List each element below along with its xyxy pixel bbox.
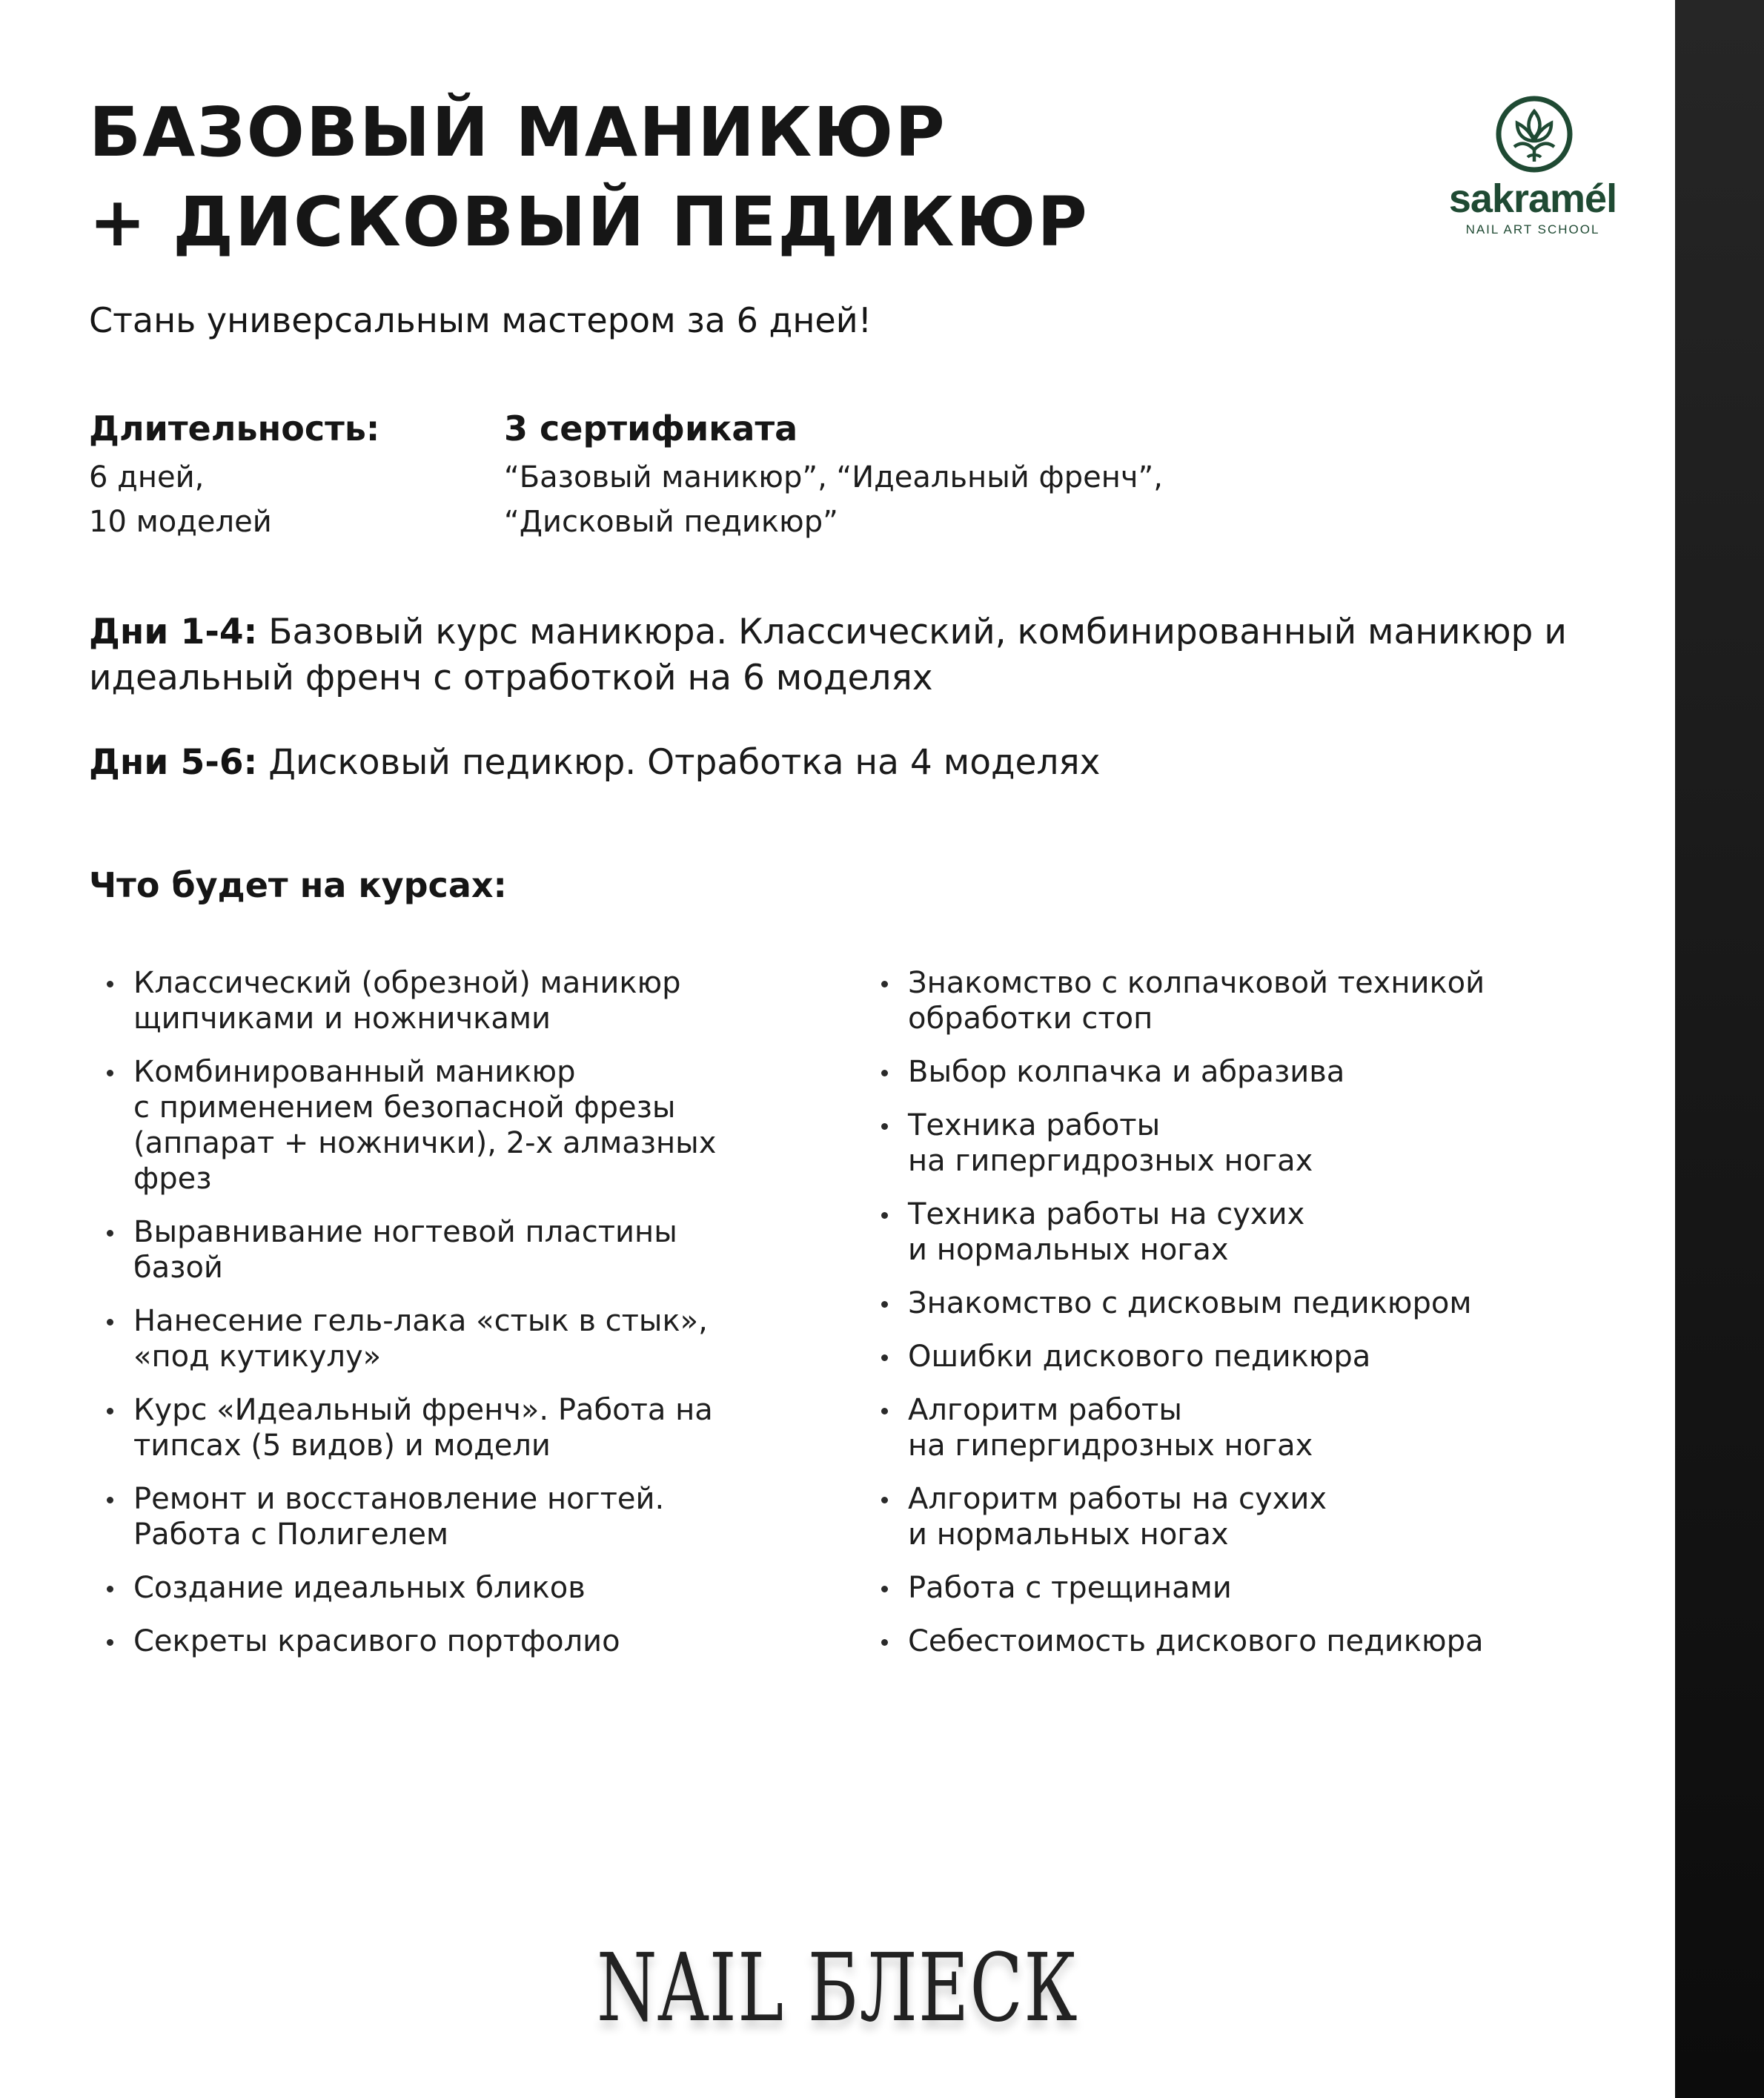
schedule-days-label: Дни 5-6: bbox=[89, 742, 258, 783]
school-logo bbox=[1422, 92, 1644, 240]
list-item-text: Классический (обрезной) маникюр щипчиками и ножничками bbox=[133, 966, 681, 1036]
bullet-icon bbox=[107, 1319, 113, 1326]
title-line-2: + ДИСКОВЫЙ ПЕДИКЮР bbox=[89, 182, 1089, 262]
list-item bbox=[89, 1624, 800, 1659]
bullet-icon bbox=[881, 1497, 888, 1503]
list-item bbox=[863, 1054, 1605, 1090]
list-item bbox=[89, 965, 800, 1036]
list-item-text: Алгоритм работы на сухих и нормальных ногах bbox=[908, 1482, 1327, 1552]
bullet-icon bbox=[881, 1408, 888, 1414]
list-item-text: Ремонт и восстановление ногтей. Работа с Полигелем bbox=[133, 1482, 665, 1552]
list-item bbox=[89, 1303, 800, 1374]
list-item-text: Знакомство с дисковым педикюром bbox=[908, 1286, 1472, 1320]
list-item bbox=[863, 1339, 1605, 1374]
bullet-icon bbox=[107, 1586, 113, 1592]
list-item-text: Техника работы на сухих и нормальных ногах bbox=[908, 1197, 1305, 1267]
bullet-icon bbox=[107, 1070, 113, 1076]
list-item bbox=[863, 1624, 1605, 1659]
duration-line: 10 моделей bbox=[89, 505, 272, 539]
duration-label: Длительность: bbox=[89, 408, 380, 449]
footer-brand-logo: NAIL БЛЕСК bbox=[597, 1933, 1078, 2042]
bullet-icon bbox=[881, 1212, 888, 1219]
list-item bbox=[89, 1054, 800, 1197]
bullet-icon bbox=[881, 1586, 888, 1592]
list-item-text: Себестоимость дискового педикюра bbox=[908, 1624, 1484, 1658]
bullet-icon bbox=[881, 981, 888, 987]
bullet-icon bbox=[107, 1408, 113, 1414]
bullet-icon bbox=[107, 1230, 113, 1237]
schedule-days-text: Базовый курс маникюра. Классический, комбинированный маникюр и идеальный френч с отработкой на 6 моделях bbox=[89, 612, 1567, 698]
certificates-line: “Базовый маникюр”, “Идеальный френч”, bbox=[504, 460, 1163, 494]
duration-block bbox=[89, 402, 379, 544]
bullet-icon bbox=[881, 1354, 888, 1361]
list-item-text: Выбор колпачка и абразива bbox=[908, 1055, 1345, 1089]
bullet-icon bbox=[881, 1123, 888, 1130]
bullet-icon bbox=[107, 1639, 113, 1646]
course-topics-left bbox=[89, 965, 800, 1677]
list-item-text: Алгоритм работы на гипергидрозных ногах bbox=[908, 1393, 1313, 1463]
list-item-text: Выравнивание ногтевой пластины базой bbox=[133, 1215, 677, 1285]
list-item bbox=[863, 1197, 1605, 1268]
section-heading: Что будет на курсах: bbox=[89, 865, 507, 905]
list-item bbox=[89, 1570, 800, 1606]
list-item bbox=[863, 1481, 1605, 1552]
list-item bbox=[863, 1285, 1605, 1321]
list-item bbox=[89, 1392, 800, 1463]
schedule-days-text: Дисковый педикюр. Отработка на 4 моделях bbox=[257, 742, 1101, 783]
list-item-text: Секреты красивого портфолио bbox=[133, 1624, 620, 1658]
duration-line: 6 дней, bbox=[89, 460, 205, 494]
list-item-text: Нанесение гель-лака «стык в стык», «под кутикулу» bbox=[133, 1304, 708, 1374]
list-item-text: Работа с трещинами bbox=[908, 1571, 1232, 1605]
list-item bbox=[863, 1392, 1605, 1463]
title-line-1: БАЗОВЫЙ МАНИКЮР bbox=[89, 93, 946, 172]
bullet-icon bbox=[881, 1301, 888, 1308]
lotus-icon bbox=[1495, 95, 1574, 173]
logo-tagline: NAIL ART SCHOOL bbox=[1465, 222, 1600, 236]
list-item bbox=[89, 1481, 800, 1552]
list-item-text: Комбинированный маникюр с применением безопасной фрезы (аппарат + ножнички), 2-х алмазных фрез bbox=[133, 1055, 717, 1196]
list-item-text: Техника работы на гипергидрозных ногах bbox=[908, 1108, 1313, 1178]
schedule-days-5-6 bbox=[89, 740, 1594, 786]
bullet-icon bbox=[107, 981, 113, 987]
certificates-block bbox=[504, 402, 1163, 544]
list-item bbox=[863, 1108, 1605, 1179]
list-item bbox=[863, 965, 1605, 1036]
bullet-icon bbox=[881, 1639, 888, 1646]
dark-side-strip bbox=[1675, 0, 1764, 2098]
certificates-label: 3 сертификата bbox=[504, 408, 798, 449]
certificates-line: “Дисковый педикюр” bbox=[504, 505, 838, 539]
bullet-icon bbox=[107, 1497, 113, 1503]
page-title bbox=[89, 87, 1089, 267]
schedule-days-label: Дни 1-4: bbox=[89, 612, 258, 652]
subtitle: Стань универсальным мастером за 6 дней! bbox=[89, 300, 872, 340]
list-item-text: Знакомство с колпачковой техникой обработки стоп bbox=[908, 966, 1485, 1036]
schedule-days-1-4 bbox=[89, 609, 1594, 701]
course-topics-right bbox=[863, 965, 1605, 1677]
list-item bbox=[863, 1570, 1605, 1606]
list-item-text: Ошибки дискового педикюра bbox=[908, 1340, 1371, 1374]
list-item-text: Курс «Идеальный френч». Работа на типсах (5 видов) и модели bbox=[133, 1393, 713, 1463]
list-item-text: Создание идеальных бликов bbox=[133, 1571, 586, 1605]
logo-name: sakramél bbox=[1448, 176, 1617, 221]
bullet-icon bbox=[881, 1070, 888, 1076]
list-item bbox=[89, 1214, 800, 1285]
